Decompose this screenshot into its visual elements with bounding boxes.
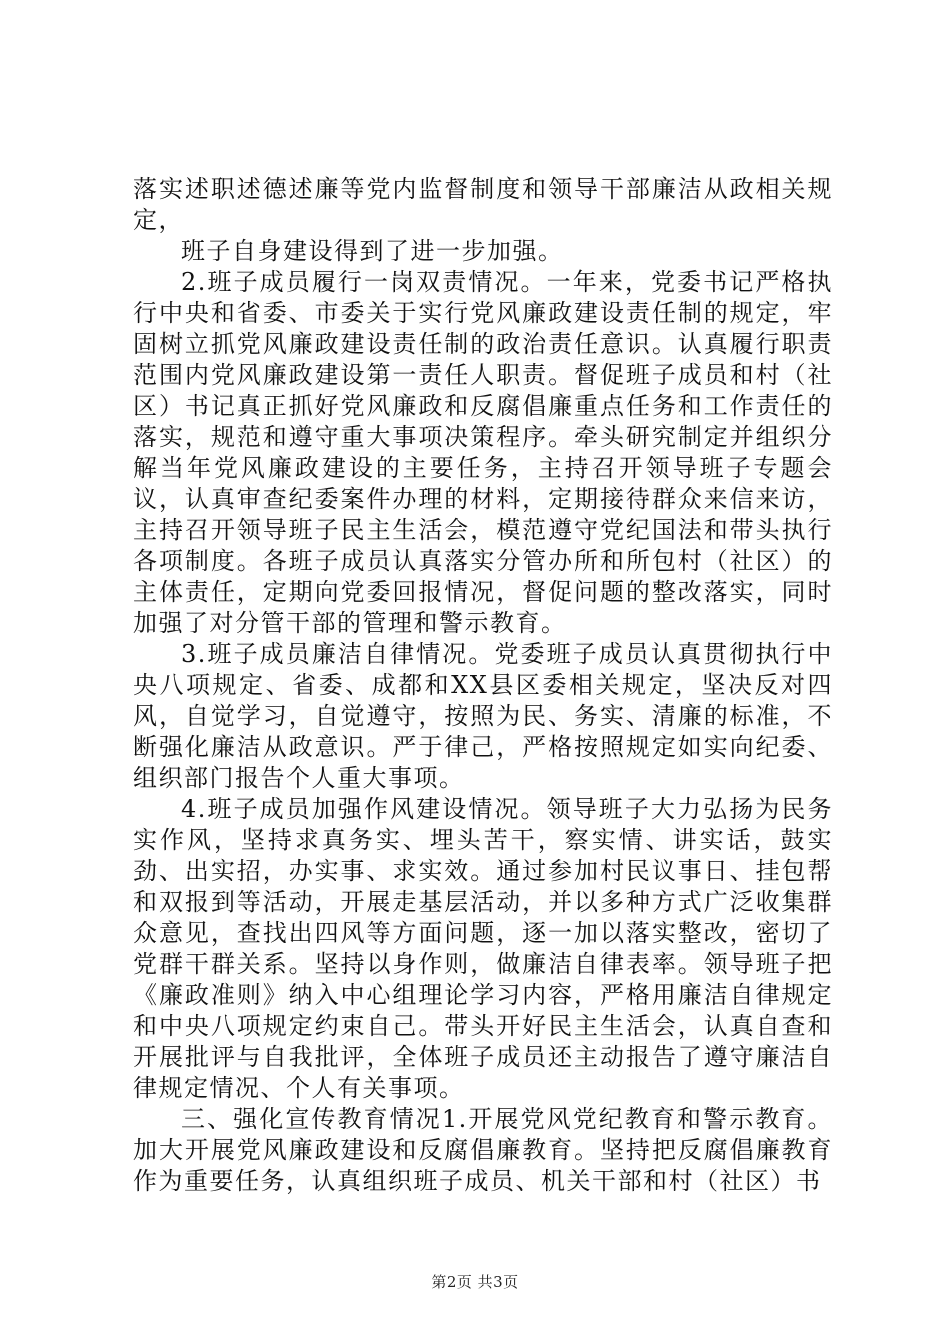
paragraph-publicity-education: 三、强化宣传教育情况1.开展党风党纪教育和警示教育。加大开展党风廉政建设和反腐倡廉教育。坚持把反腐倡廉教育作为重要任务，认真组织班子成员、机关干部和村（社区）书 bbox=[133, 1105, 833, 1195]
page-footer: 第2页 共3页 bbox=[431, 1273, 519, 1291]
paragraph-continuation: 落实述职述德述廉等党内监督制度和领导干部廉洁从政相关规定， bbox=[133, 175, 833, 234]
paragraph-dual-responsibility: 2.班子成员履行一岗双责情况。一年来，党委书记严格执行中央和省委、市委关于实行党风廉政建设责任制的规定，牢固树立抓党风廉政建设责任制的政治责任意识。认真履行职责范围内党风廉政建设第一责任人职责。督促班子成员和村（社区）书记真正抓好党风廉政和反腐倡廉重点任务和工作责任的落实，规范和遵守重大事项决策程序。牵头研究制定并组织分解当年党风廉政建设的主要任务，主持召开领导班子专题会议，认真审查纪委案件办理的材料，定期接待群众来信来访，主持召开领导班子民主生活会，模范遵守党纪国法和带头执行各项制度。各班子成员认真落实分管办所和所包村（社区）的主体责任，定期向党委回报情况，督促问题的整改落实，同时加强了对分管干部的管理和警示教育。 bbox=[133, 268, 833, 637]
document-body bbox=[133, 174, 833, 1197]
paragraph-work-style: 4.班子成员加强作风建设情况。领导班子大力弘扬为民务实作风，坚持求真务实、埋头苦干，察实情、讲实话，鼓实劲、出实招，办实事、求实效。通过参加村民议事日、挂包帮和双报到等活动，开展走基层活动，并以多种方式广泛收集群众意见，查找出四风等方面问题，逐一加以落实整改，密切了党群干群关系。坚持以身作则，做廉洁自律表率。领导班子把《廉政准则》纳入中心组理论学习内容，严格用廉洁自律规定和中央八项规定约束自己。带头开好民主生活会，认真自查和开展批评与自我批评，全体班子成员还主动报告了遵守廉洁自律规定情况、个人有关事项。 bbox=[133, 795, 833, 1102]
paragraph-team-building: 班子自身建设得到了进一步加强。 bbox=[181, 237, 564, 265]
paragraph-self-discipline: 3.班子成员廉洁自律情况。党委班子成员认真贯彻执行中央八项规定、省委、成都和XX县区委相关规定，坚决反对四风，自觉学习，自觉遵守，按照为民、务实、清廉的标准，不断强化廉洁从政意识。严于律己，严格按照规定如实向纪委、组织部门报告个人重大事项。 bbox=[133, 640, 833, 792]
